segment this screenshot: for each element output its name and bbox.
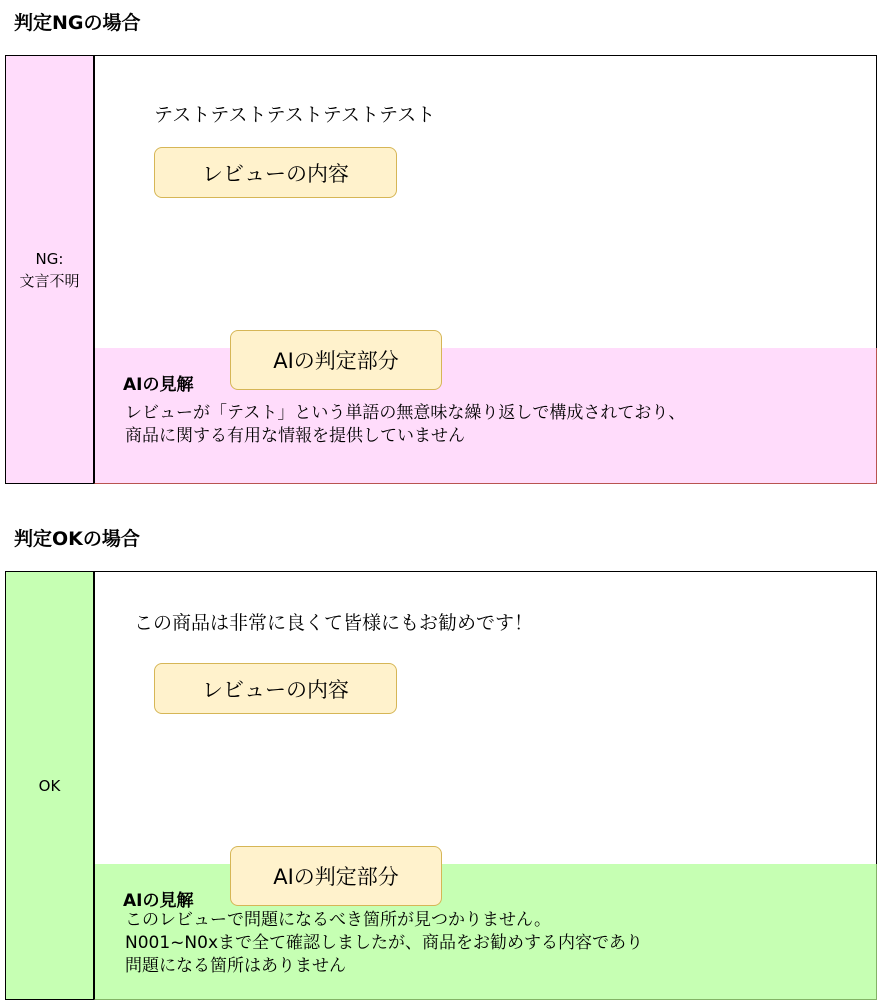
ok-side-label: OK xyxy=(38,776,61,795)
ng-side-label: NG: 文言不明 xyxy=(19,249,80,290)
ng-ai-line: 商品に関する有用な情報を提供していません xyxy=(125,426,465,446)
ok-ai-box xyxy=(230,846,442,906)
ok-ai-line: 問題になる箇所はありません xyxy=(125,956,346,976)
ng-ai-body xyxy=(125,402,685,448)
ng-review-box-label: レビューの内容 xyxy=(202,161,349,186)
ng-ai-line: レビューが「テスト」という単語の無意味な繰り返しで構成されており、 xyxy=(125,403,686,423)
ok-ai-heading: AIの見解 xyxy=(123,891,194,911)
ng-side-label-cell xyxy=(5,55,94,484)
ng-section-title: 判定NGの場合 xyxy=(14,12,141,34)
ok-ai-line: このレビューで問題になるべき箇所が見つかりません。 xyxy=(125,910,552,930)
ng-panel xyxy=(5,55,877,484)
ok-review-area xyxy=(94,571,877,867)
ng-ai-box-label: AIの判定部分 xyxy=(273,349,399,373)
ok-ai-box-label: AIの判定部分 xyxy=(273,865,399,889)
ng-review-area xyxy=(94,55,877,351)
ng-ai-heading: AIの見解 xyxy=(123,375,194,395)
ok-review-text: この商品は非常に良くて皆様にもお勧めです！ xyxy=(134,612,534,634)
ok-review-box-label: レビューの内容 xyxy=(202,677,349,702)
ok-panel xyxy=(5,571,877,1000)
ok-side-label-cell xyxy=(5,571,94,1000)
ng-review-box xyxy=(154,147,397,198)
ng-review-text: テストテストテストテストテスト xyxy=(154,104,436,126)
ok-ai-line: N001~N0xまで全て確認しましたが、商品をお勧めする内容であり xyxy=(125,933,644,953)
ok-ai-body xyxy=(125,909,643,978)
ok-section-title: 判定OKの場合 xyxy=(14,528,140,550)
ok-review-box xyxy=(154,663,397,714)
ng-ai-box xyxy=(230,330,442,390)
